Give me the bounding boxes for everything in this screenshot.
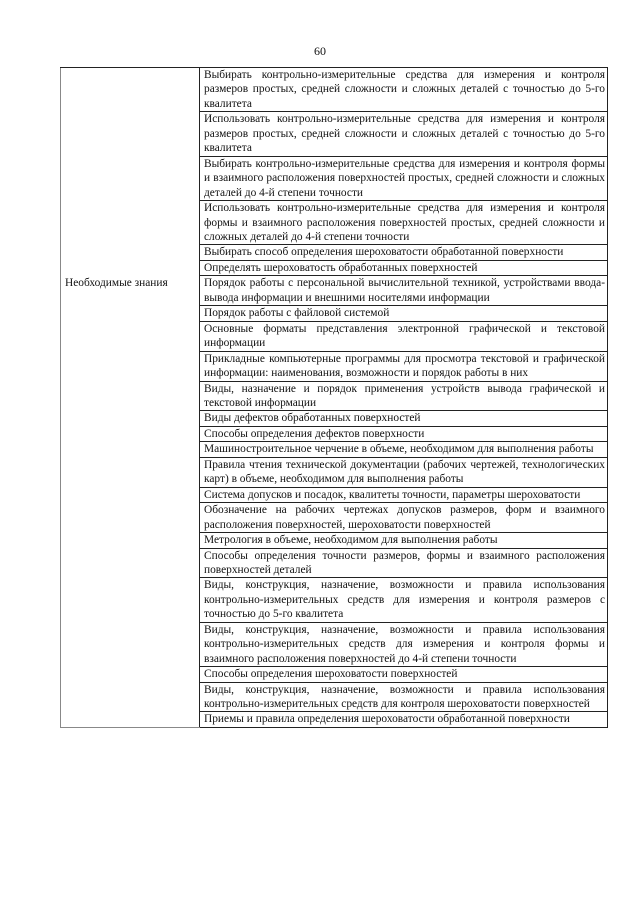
table-row xyxy=(61,276,608,306)
left-cell-empty xyxy=(61,68,200,276)
knowledge-cell: Прикладные компьютерные программы для просмотра текстовой и графической информации: наименования, возможности и порядок работы в них xyxy=(200,351,608,381)
knowledge-cell: Метрология в объеме, необходимом для выполнения работы xyxy=(200,533,608,548)
skill-cell: Выбирать контрольно-измерительные средства для измерения и контроля размеров простых, средней сложности и сложных деталей с точностью до 5-го квалитета xyxy=(200,68,608,112)
knowledge-cell: Машиностроительное черчение в объеме, необходимом для выполнения работы xyxy=(200,442,608,457)
knowledge-cell: Система допусков и посадок, квалитеты точности, параметры шероховатости xyxy=(200,487,608,502)
knowledge-cell: Виды, назначение и порядок применения устройств вывода графической и текстовой информации xyxy=(200,381,608,411)
skill-cell: Выбирать способ определения шероховатости обработанной поверхности xyxy=(200,245,608,260)
skill-cell: Использовать контрольно-измерительные средства для измерения и контроля размеров простых, средней сложности и сложных деталей с точностью до 5-го квалитета xyxy=(200,112,608,156)
knowledge-cell: Виды, конструкция, назначение, возможности и правила использования контрольно-измерительных средств для измерения и контроля формы и взаимного расположения поверхностей до 4-й степени точности xyxy=(200,622,608,666)
skill-cell: Выбирать контрольно-измерительные средства для измерения и контроля формы и взаимного расположения поверхностей простых, средней сложности и сложных деталей до 4-й степени точности xyxy=(200,156,608,200)
knowledge-cell: Порядок работы с персональной вычислительной техникой, устройствами ввода-вывода информации и внешними носителями информации xyxy=(200,276,608,306)
knowledge-cell: Порядок работы с файловой системой xyxy=(200,306,608,321)
knowledge-cell: Виды, конструкция, назначение, возможности и правила использования контрольно-измерительных средств для контроля шероховатости поверхностей xyxy=(200,682,608,712)
knowledge-label: Необходимые знания xyxy=(61,276,200,728)
page-number: 60 xyxy=(314,44,326,58)
knowledge-cell: Виды дефектов обработанных поверхностей xyxy=(200,411,608,426)
skill-cell: Использовать контрольно-измерительные средства для измерения и контроля формы и взаимного расположения поверхностей простых, средней сложности и сложных деталей до 4-й степени точности xyxy=(200,201,608,245)
knowledge-cell: Способы определения точности размеров, формы и взаимного расположения поверхностей деталей xyxy=(200,548,608,578)
knowledge-cell: Виды, конструкция, назначение, возможности и правила использования контрольно-измерительных средств для измерения и контроля размеров с точностью до 5-го квалитета xyxy=(200,578,608,622)
table-row xyxy=(61,68,608,112)
knowledge-cell: Основные форматы представления электронной графической и текстовой информации xyxy=(200,321,608,351)
competency-table xyxy=(60,67,608,728)
knowledge-cell: Способы определения шероховатости поверхностей xyxy=(200,667,608,682)
knowledge-cell: Правила чтения технической документации (рабочих чертежей, технологических карт) в объеме, необходимом для выполнения работы xyxy=(200,457,608,487)
skill-cell: Определять шероховатость обработанных поверхностей xyxy=(200,260,608,275)
knowledge-cell: Обозначение на рабочих чертежах допусков размеров, форм и взаимного расположения поверхностей, шероховатости поверхностей xyxy=(200,503,608,533)
knowledge-cell: Способы определения дефектов поверхности xyxy=(200,426,608,441)
knowledge-cell: Приемы и правила определения шероховатости обработанной поверхности xyxy=(200,712,608,727)
